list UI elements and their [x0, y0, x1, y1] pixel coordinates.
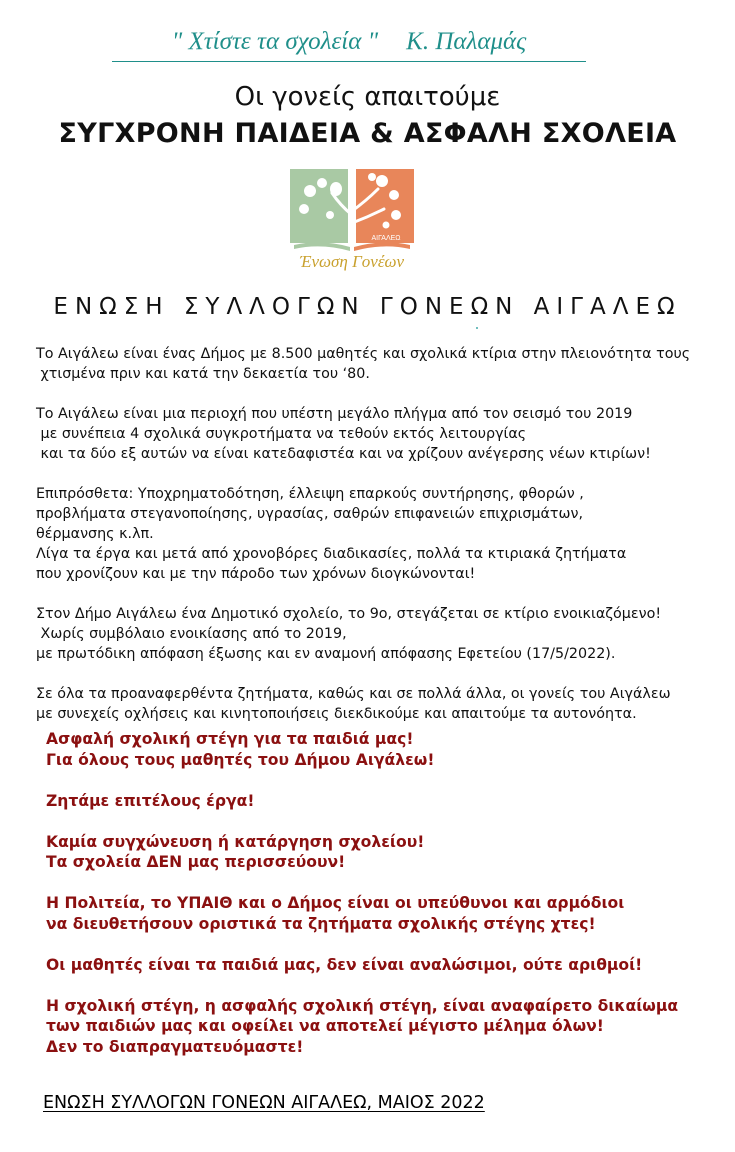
palamas-quote	[112, 24, 586, 62]
logo-page-edge-left	[294, 242, 350, 251]
demand-line: Δεν το διαπραγματευόμαστε!	[46, 1037, 304, 1056]
body-line: Στον Δήμο Αιγάλεω ένα Δημοτικό σχολείο, το 9ο, στεγάζεται σε κτίριο ενοικιαζόμενο!	[36, 606, 662, 622]
logo-leaf	[376, 175, 388, 187]
demand-paragraph	[46, 893, 716, 934]
body-line: θέρμανσης κ.λπ.	[36, 526, 154, 542]
body-line: Επιπρόσθετα: Υποχρηματοδότηση, έλλειψη επαρκούς συντήρησης, φθορών ,	[36, 486, 584, 502]
logo-leaf	[299, 204, 309, 214]
body-line: προβλήματα στεγανοποίησης, υγρασίας, σαθρών επιφανειών επιχρισμάτων,	[36, 506, 584, 522]
quote-author: Κ. Παλαμάς	[406, 28, 527, 55]
logo-leaf	[391, 210, 401, 220]
body-line: με πρωτόδικη απόφαση έξωσης και εν αναμονή απόφασης Εφετείου (17/5/2022).	[36, 646, 616, 662]
demand-line: των παιδιών μας και οφείλει να αποτελεί μέγιστο μέλημα όλων!	[46, 1017, 604, 1035]
demand-line: Καμία συγχώνευση ή κατάργηση σχολείου!	[46, 832, 425, 851]
body-paragraph	[36, 684, 726, 724]
demand-line: Η σχολική στέγη, η ασφαλής σχολική στέγη, είναι αναφαίρετο δικαίωμα	[46, 996, 679, 1015]
demand-line: Ζητάμε επιτέλους έργα!	[46, 791, 255, 810]
body-line: Λίγα τα έργα και μετά από χρονοβόρες διαδικασίες, πολλά τα κτιριακά ζητήματα	[36, 546, 627, 562]
demand-line: Τα σχολεία ΔΕΝ μας περισσεύουν!	[46, 853, 346, 871]
body-text	[36, 344, 726, 744]
demand-paragraph	[46, 791, 716, 812]
organization-name: ΕΝΩΣΗ ΣΥΛΛΟΓΩΝ ΓΟΝΕΩΝ ΑΙΓΑΛΕΩ	[53, 294, 682, 320]
demand-line: Η Πολιτεία, το ΥΠΑΙΘ και ο Δήμος είναι οι υπεύθυνοι και αρμόδιοι	[46, 894, 625, 912]
logo-leaf	[389, 190, 399, 200]
quote-text: " Χτίστε τα σχολεία "	[171, 28, 379, 55]
logo-leaf	[304, 185, 316, 197]
demand-line: Οι μαθητές είναι τα παιδιά μας, δεν είναι αναλώσιμοι, ούτε αριθμοί!	[46, 955, 643, 974]
body-paragraph	[36, 344, 726, 384]
decorative-dot	[476, 327, 478, 329]
body-paragraph	[36, 604, 726, 664]
parents-union-logo	[286, 163, 418, 273]
demand-paragraph	[46, 955, 716, 976]
title-line-1: Οι γονείς απαιτούμε	[234, 82, 501, 112]
demand-line: να διευθετήσουν οριστικά τα ζητήματα σχολικής στέγης χτες!	[46, 914, 596, 933]
body-line: με συνεχείς οχλήσεις και κινητοποιήσεις διεκδικούμε και απαιτούμε τα αυτονόητα.	[36, 706, 637, 722]
body-line: χτισμένα πριν και κατά την δεκαετία του ‘80.	[36, 366, 370, 382]
body-paragraph	[36, 484, 726, 584]
logo-leaf	[383, 222, 390, 229]
body-line: που χρονίζουν και με την πάροδο των χρόνων διογκώνονται!	[36, 566, 476, 582]
body-line: με συνέπεια 4 σχολικά συγκροτήματα να τεθούν εκτός λειτουργίας	[36, 426, 527, 442]
demand-paragraph	[46, 832, 716, 873]
demands-list	[46, 729, 716, 1078]
demand-line: Για όλους τους μαθητές του Δήμου Αιγάλεω!	[46, 750, 435, 769]
body-line: Χωρίς συμβόλαιο ενοικίασης από το 2019,	[36, 626, 347, 642]
owl-icon	[330, 182, 342, 196]
logo-script-text: Ένωση Γονέων	[299, 252, 405, 271]
logo-leaf	[317, 178, 327, 188]
body-line: Σε όλα τα προαναφερθέντα ζητήματα, καθώς και σε πολλά άλλα, οι γονείς του Αιγάλεω	[36, 686, 671, 702]
logo-leaf	[326, 211, 334, 219]
body-paragraph	[36, 404, 726, 464]
logo-small-text: ΑΙΓΑΛΕΩ	[371, 235, 401, 242]
body-line: Το Αιγάλεω είναι μια περιοχή που υπέστη μεγάλο πλήγμα από τον σεισμό του 2019	[36, 406, 633, 422]
demand-paragraph	[46, 729, 716, 770]
demand-line: Ασφαλή σχολική στέγη για τα παιδιά μας!	[46, 730, 414, 748]
demand-paragraph	[46, 996, 716, 1058]
title-line-2: ΣΥΓΧΡΟΝΗ ΠΑΙΔΕΙΑ & ΑΣΦΑΛΗ ΣΧΟΛΕΙΑ	[58, 118, 677, 149]
body-line: Το Αιγάλεω είναι ένας Δήμος με 8.500 μαθητές και σχολικά κτίρια στην πλειονότητα τους	[36, 346, 691, 362]
footer-signature: ΕΝΩΣΗ ΣΥΛΛΟΓΩΝ ΓΟΝΕΩΝ ΑΙΓΑΛΕΩ, ΜΑΙΟΣ 2022	[43, 1093, 485, 1113]
body-line: και τα δύο εξ αυτών να είναι κατεδαφιστέα και να χρίζουν ανέγερσης νέων κτιρίων!	[36, 446, 651, 462]
logo-leaf	[368, 173, 376, 181]
logo-page-edge-right	[354, 242, 410, 251]
